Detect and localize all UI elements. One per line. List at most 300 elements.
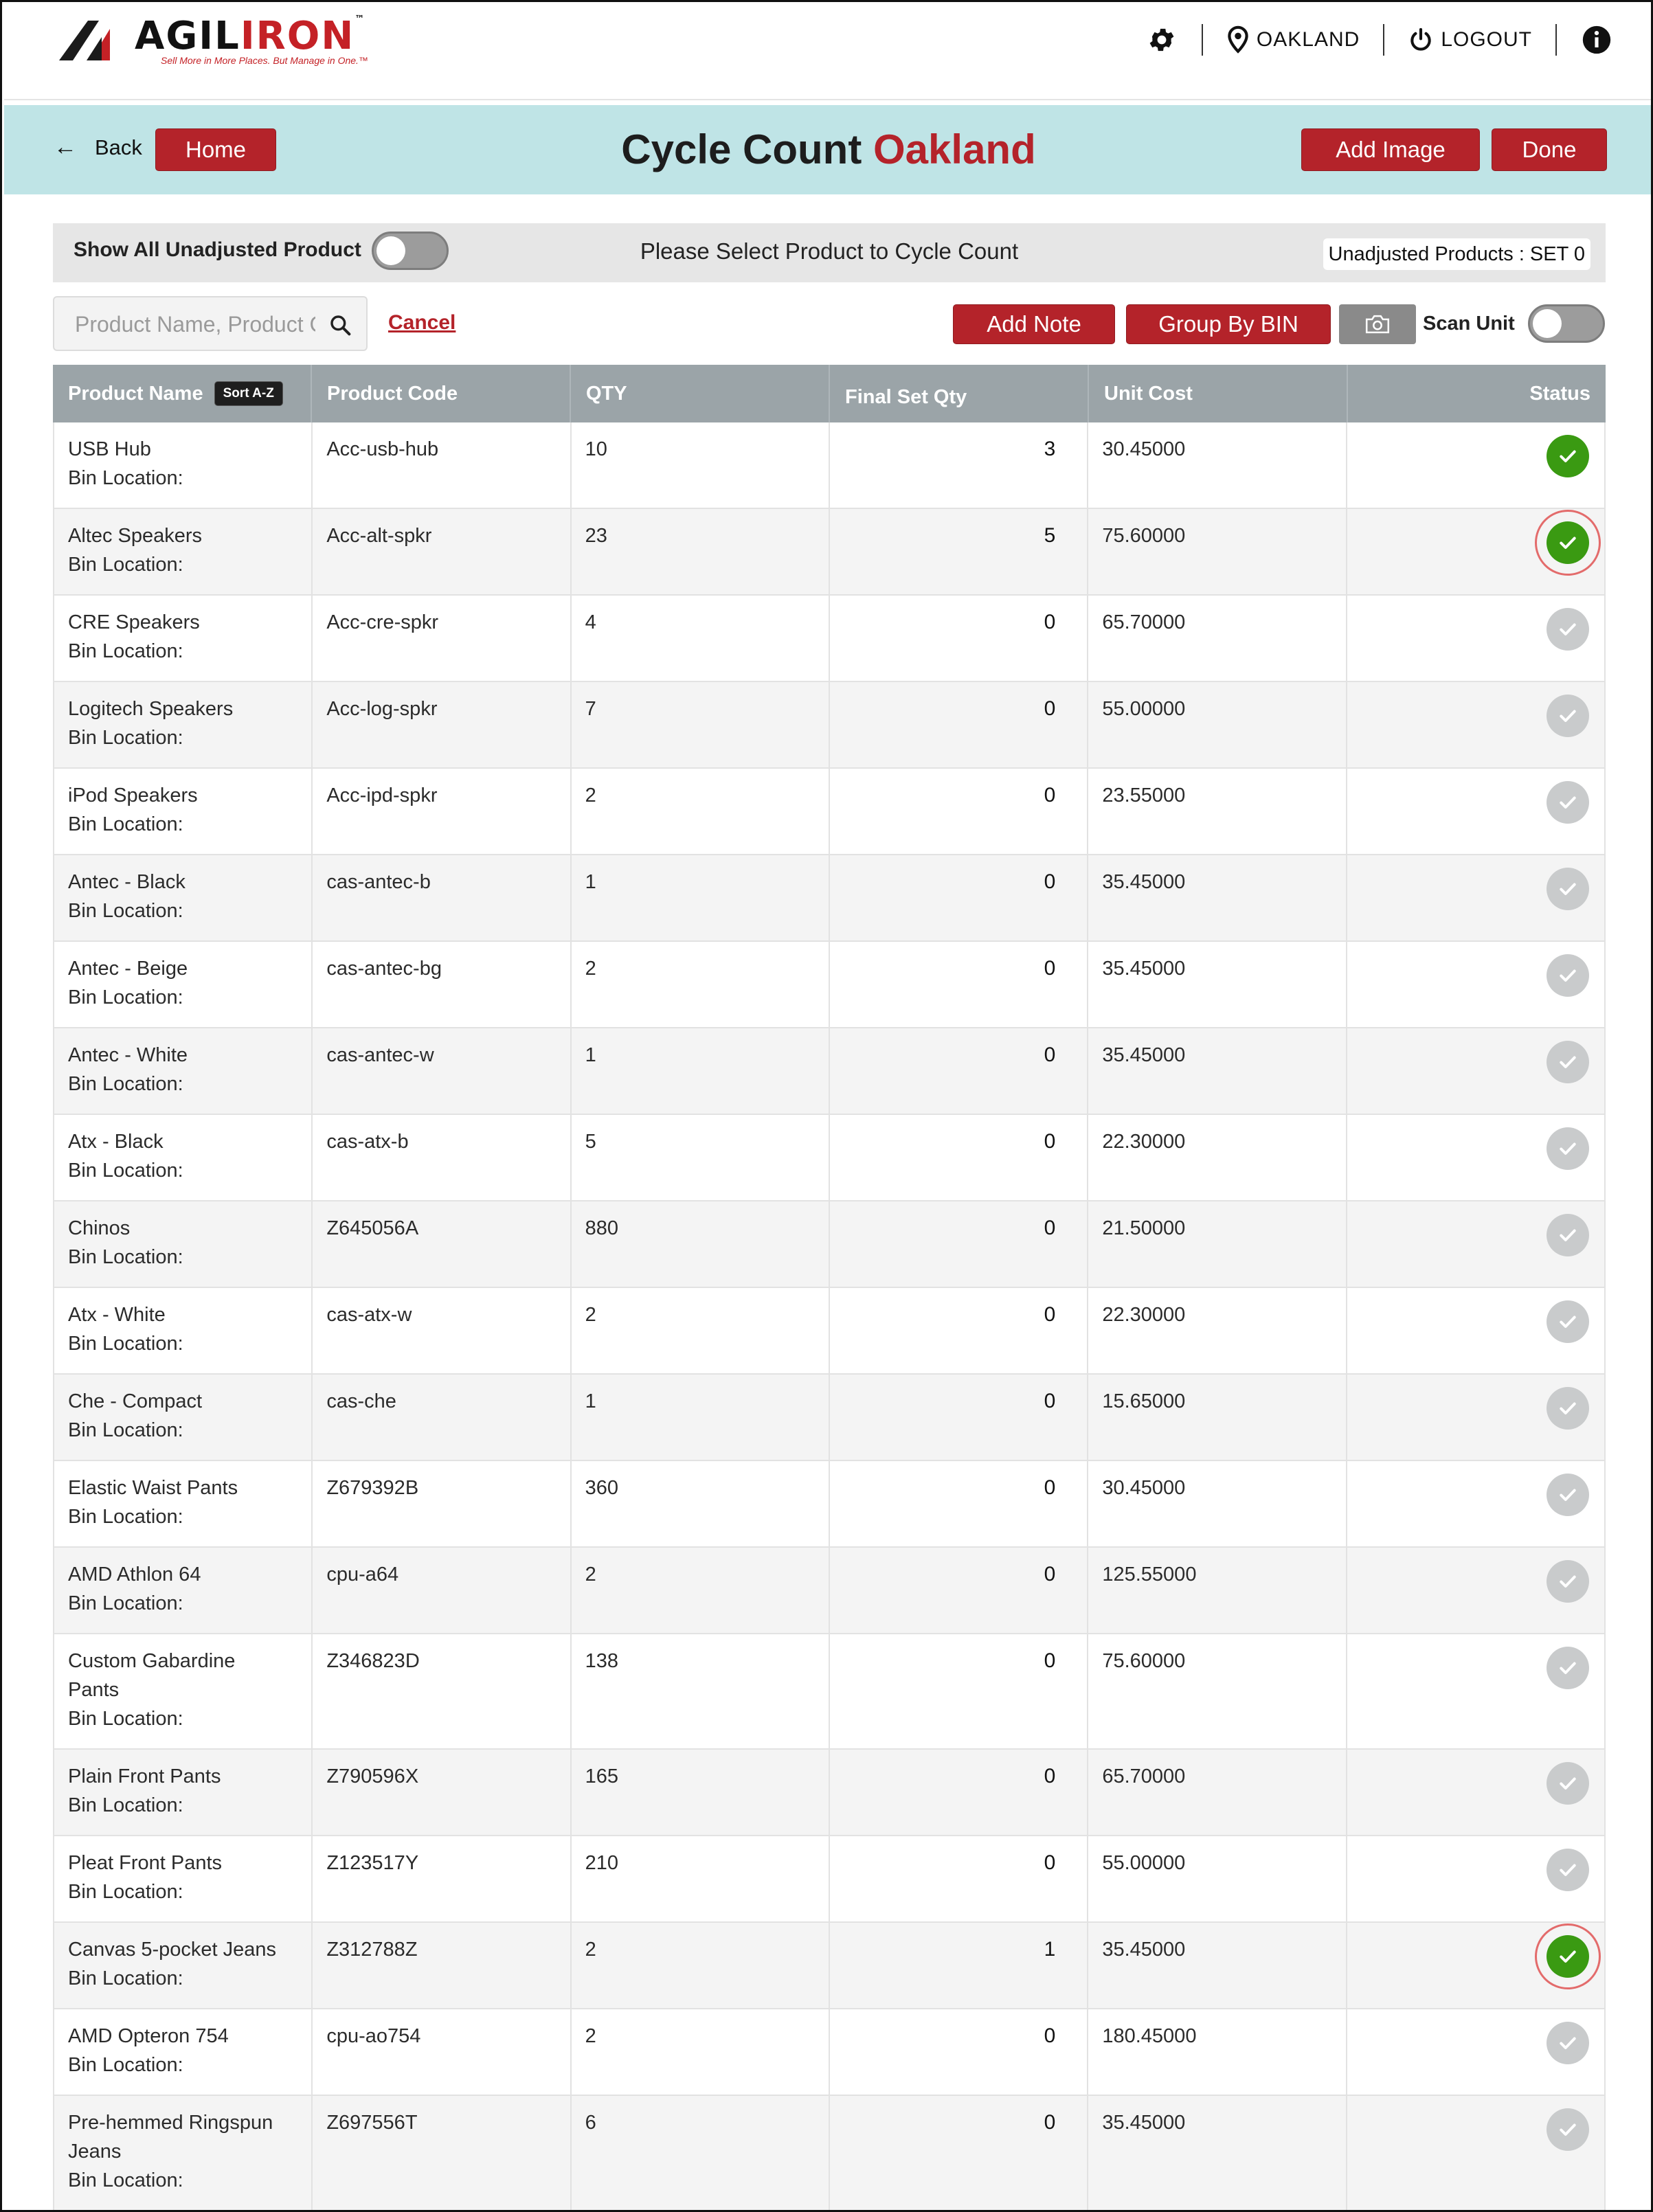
table-row[interactable] — [53, 855, 1606, 942]
unit-cost-cell — [1088, 1461, 1347, 1546]
status-cell — [1347, 1836, 1604, 1921]
final-set-qty-value[interactable]: 0 — [1044, 1476, 1056, 1499]
final-set-qty-value[interactable]: 0 — [1044, 784, 1056, 806]
unit-cost-cell — [1088, 2096, 1347, 2210]
check-icon — [1559, 1054, 1577, 1070]
qty-value: 23 — [585, 525, 607, 547]
bin-location-label: Bin Location: — [68, 900, 183, 922]
check-icon — [1559, 1228, 1577, 1243]
product-name: Pre-hemmed Ringspun Jeans — [68, 2112, 273, 2163]
qty-cell — [572, 855, 830, 940]
product-name-cell — [54, 942, 313, 1027]
final-set-qty-value[interactable]: 0 — [1044, 1563, 1056, 1585]
table-row[interactable] — [53, 422, 1606, 509]
bin-location-label: Bin Location: — [68, 554, 183, 576]
product-code-cell — [313, 596, 571, 681]
product-code-cell — [313, 1375, 571, 1460]
product-code: Acc-cre-spkr — [326, 611, 439, 633]
product-code: cpu-ao754 — [326, 2025, 421, 2047]
status-check-button[interactable] — [1547, 521, 1589, 564]
qty-value: 360 — [585, 1477, 619, 1499]
table-row[interactable] — [53, 1028, 1606, 1115]
select-product-prompt: Please Select Product to Cycle Count — [640, 238, 1019, 264]
table-row[interactable] — [53, 1461, 1606, 1548]
qty-cell — [572, 509, 830, 594]
final-set-qty-cell — [830, 1836, 1088, 1921]
status-check-button[interactable] — [1547, 1560, 1589, 1603]
camera-button[interactable] — [1339, 304, 1416, 344]
column-header-product-name — [53, 365, 312, 422]
product-name: Atx - Black — [68, 1131, 164, 1153]
unit-cost-value: 35.45000 — [1102, 1044, 1186, 1066]
logo-tm: ™ — [355, 14, 366, 25]
check-icon — [1559, 535, 1577, 550]
qty-cell — [572, 1548, 830, 1633]
product-code-cell — [313, 769, 571, 854]
unit-cost-value: 21.50000 — [1102, 1217, 1186, 1239]
product-name-cell — [54, 682, 313, 767]
product-name: AMD Athlon 64 — [68, 1564, 201, 1585]
unit-cost-cell — [1088, 596, 1347, 681]
product-name: Antec - Beige — [68, 958, 188, 980]
sort-a-z-button[interactable]: Sort A-Z — [214, 381, 283, 406]
unit-cost-value: 30.45000 — [1102, 1477, 1186, 1499]
product-name: Antec - Black — [68, 871, 185, 893]
bin-location-label: Bin Location: — [68, 1333, 183, 1355]
check-icon — [1559, 968, 1577, 983]
final-set-qty-value[interactable]: 5 — [1044, 524, 1056, 547]
final-set-qty-cell — [830, 855, 1088, 940]
product-name-cell — [54, 1115, 313, 1200]
unit-cost-value: 55.00000 — [1102, 1852, 1186, 1874]
table-header — [53, 365, 1606, 422]
final-set-qty-cell — [830, 509, 1088, 594]
table-row[interactable] — [53, 682, 1606, 769]
cycle-count-table — [53, 365, 1606, 2211]
product-name: CRE Speakers — [68, 611, 200, 633]
product-name-cell — [54, 1201, 313, 1287]
status-check-button[interactable] — [1547, 1041, 1589, 1083]
product-name-cell — [54, 1634, 313, 1748]
product-code: cpu-a64 — [326, 1564, 399, 1585]
table-row[interactable] — [53, 1201, 1606, 1288]
product-code: Z697556T — [326, 2112, 418, 2134]
check-icon — [1559, 1401, 1577, 1416]
status-check-button[interactable] — [1547, 1214, 1589, 1256]
table-row[interactable] — [53, 509, 1606, 596]
final-set-qty-value[interactable]: 0 — [1044, 611, 1056, 633]
product-code-cell — [313, 2009, 571, 2095]
qty-cell — [572, 1375, 830, 1460]
product-name: Chinos — [68, 1217, 131, 1239]
product-code: Z790596X — [326, 1765, 419, 1787]
status-check-button[interactable] — [1547, 1647, 1589, 1689]
qty-cell — [572, 2009, 830, 2095]
bin-location-label: Bin Location: — [68, 1506, 183, 1528]
product-code-cell — [313, 682, 571, 767]
table-row[interactable] — [53, 1375, 1606, 1461]
table-row[interactable] — [53, 1548, 1606, 1634]
column-header-final-set-qty: Final Set Qty — [830, 365, 1089, 422]
status-check-button[interactable] — [1547, 1474, 1589, 1516]
check-icon — [1559, 795, 1577, 810]
product-code-cell — [313, 1461, 571, 1546]
arrow-left-icon: ← — [54, 134, 77, 160]
table-row[interactable] — [53, 2009, 1606, 2096]
status-check-button[interactable] — [1547, 1762, 1589, 1805]
status-cell — [1347, 1375, 1604, 1460]
location-selector[interactable] — [1226, 25, 1360, 54]
final-set-qty-cell — [830, 1750, 1088, 1835]
qty-cell — [572, 1836, 830, 1921]
final-set-qty-value[interactable]: 0 — [1044, 957, 1056, 980]
qty-value: 2 — [585, 2025, 596, 2047]
unit-cost-cell — [1088, 1028, 1347, 1114]
final-set-qty-cell — [830, 1028, 1088, 1114]
back-label: Back — [95, 135, 142, 159]
status-cell — [1347, 1115, 1604, 1200]
unit-cost-cell — [1088, 1201, 1347, 1287]
product-code: Z123517Y — [326, 1852, 419, 1874]
table-row[interactable] — [53, 2096, 1606, 2211]
check-icon — [1559, 622, 1577, 637]
search-input[interactable] — [75, 310, 315, 339]
product-code-cell — [313, 1115, 571, 1200]
qty-value: 7 — [585, 698, 596, 720]
qty-value: 2 — [585, 785, 596, 806]
final-set-qty-cell — [830, 682, 1088, 767]
product-name-cell — [54, 855, 313, 940]
status-check-button[interactable] — [1547, 1300, 1589, 1343]
final-set-qty-cell — [830, 2009, 1088, 2095]
qty-value: 880 — [585, 1217, 619, 1239]
final-set-qty-value[interactable]: 0 — [1044, 1217, 1056, 1239]
bin-location-label: Bin Location: — [68, 1160, 183, 1182]
logo-mark-icon — [59, 19, 128, 62]
final-set-qty-value[interactable]: 0 — [1044, 1390, 1056, 1412]
logout-button[interactable] — [1408, 26, 1532, 54]
check-icon — [1559, 1314, 1577, 1329]
check-icon — [1559, 1862, 1577, 1877]
status-check-button[interactable] — [1547, 781, 1589, 824]
unit-cost-cell — [1088, 942, 1347, 1027]
product-name: Canvas 5-pocket Jeans — [68, 1939, 277, 1961]
final-set-qty-cell — [830, 2096, 1088, 2210]
column-header-product-code: Product Code — [312, 365, 571, 422]
bin-location-label: Bin Location: — [68, 1246, 183, 1268]
qty-cell — [572, 769, 830, 854]
agiliron-logo[interactable] — [59, 14, 382, 66]
bin-location-label: Bin Location: — [68, 986, 183, 1008]
status-check-button[interactable] — [1547, 868, 1589, 910]
bin-location-label: Bin Location: — [68, 1419, 183, 1441]
table-row[interactable] — [53, 1115, 1606, 1201]
product-code: Acc-usb-hub — [326, 438, 439, 460]
status-cell — [1347, 2009, 1604, 2095]
status-check-button[interactable] — [1547, 1935, 1589, 1978]
product-name-cell — [54, 1375, 313, 1460]
check-icon — [1559, 1574, 1577, 1589]
final-set-qty-value[interactable]: 3 — [1044, 438, 1056, 460]
unit-cost-cell — [1088, 1288, 1347, 1373]
final-set-qty-value[interactable]: 0 — [1044, 1303, 1056, 1326]
add-note-button[interactable]: Add Note — [953, 304, 1115, 344]
unadjusted-products-count: Unadjusted Products : SET 0 — [1323, 238, 1590, 270]
product-code-cell — [313, 1634, 571, 1748]
final-set-qty-value[interactable]: 0 — [1044, 1130, 1056, 1153]
top-bar — [4, 4, 1653, 100]
check-icon — [1559, 2035, 1577, 2051]
product-name-cell — [54, 2009, 313, 2095]
check-icon — [1559, 708, 1577, 723]
final-set-qty-cell — [830, 1115, 1088, 1200]
bin-location-label: Bin Location: — [68, 1794, 183, 1816]
bin-location-label: Bin Location: — [68, 1881, 183, 1903]
status-check-button[interactable] — [1547, 435, 1589, 477]
product-name: AMD Opteron 754 — [68, 2025, 229, 2047]
table-row[interactable] — [53, 1923, 1606, 2009]
table-row[interactable] — [53, 1634, 1606, 1750]
product-code: Z312788Z — [326, 1939, 418, 1961]
final-set-qty-cell — [830, 1923, 1088, 2008]
search-icon[interactable] — [329, 314, 351, 336]
final-set-qty-value[interactable]: 0 — [1044, 1649, 1056, 1672]
status-check-button[interactable] — [1547, 1849, 1589, 1891]
table-row[interactable] — [53, 1288, 1606, 1375]
status-cell — [1347, 769, 1604, 854]
unit-cost-cell — [1088, 682, 1347, 767]
qty-value: 2 — [585, 958, 596, 980]
final-set-qty-value[interactable]: 1 — [1044, 1938, 1056, 1961]
status-cell — [1347, 596, 1604, 681]
cancel-link[interactable]: Cancel — [388, 311, 456, 334]
product-code-cell — [313, 1028, 571, 1114]
check-icon — [1559, 1949, 1577, 1964]
product-code: cas-atx-w — [326, 1304, 412, 1326]
unit-cost-value: 30.45000 — [1102, 438, 1186, 460]
add-image-button[interactable]: Add Image — [1301, 128, 1480, 171]
status-cell — [1347, 2096, 1604, 2210]
check-icon — [1559, 1776, 1577, 1791]
product-code: cas-antec-b — [326, 871, 431, 893]
home-button[interactable]: Home — [155, 128, 276, 171]
product-name-cell — [54, 596, 313, 681]
product-code: Acc-alt-spkr — [326, 525, 432, 547]
check-icon — [1559, 1141, 1577, 1156]
qty-cell — [572, 422, 830, 508]
product-name-cell — [54, 509, 313, 594]
status-cell — [1347, 509, 1604, 594]
product-name-cell — [54, 1750, 313, 1835]
bin-location-label: Bin Location: — [68, 1592, 183, 1614]
bin-location-label: Bin Location: — [68, 2169, 183, 2191]
toggle-knob — [1533, 309, 1562, 338]
check-icon — [1559, 1487, 1577, 1502]
product-name-cell — [54, 1461, 313, 1546]
search-box — [53, 296, 368, 351]
unit-cost-value: 75.60000 — [1102, 1650, 1186, 1672]
unit-cost-value: 125.55000 — [1102, 1564, 1197, 1585]
product-code-cell — [313, 509, 571, 594]
location-pin-icon — [1226, 25, 1250, 54]
filter-bar — [53, 223, 1606, 282]
unit-cost-value: 65.70000 — [1102, 611, 1186, 633]
unit-cost-value: 22.30000 — [1102, 1304, 1186, 1326]
unit-cost-cell — [1088, 1750, 1347, 1835]
product-name: iPod Speakers — [68, 785, 198, 806]
status-check-button[interactable] — [1547, 2108, 1589, 2151]
unit-cost-value: 65.70000 — [1102, 1765, 1186, 1787]
product-code: cas-che — [326, 1390, 396, 1412]
product-code-cell — [313, 855, 571, 940]
product-name: Logitech Speakers — [68, 698, 234, 720]
status-cell — [1347, 1634, 1604, 1748]
unit-cost-cell — [1088, 769, 1347, 854]
logo-word-part1: AGIL — [135, 14, 240, 58]
qty-cell — [572, 1923, 830, 2008]
product-code: Z645056A — [326, 1217, 419, 1239]
table-body — [53, 422, 1606, 2211]
qty-value: 1 — [585, 871, 596, 893]
logo-word-part2: IRON — [240, 14, 355, 58]
product-name-cell — [54, 2096, 313, 2210]
status-check-button[interactable] — [1547, 1127, 1589, 1170]
product-code-cell — [313, 1201, 571, 1287]
qty-cell — [572, 2096, 830, 2210]
product-name: Plain Front Pants — [68, 1765, 221, 1787]
final-set-qty-value[interactable]: 0 — [1044, 2111, 1056, 2134]
product-code: Acc-ipd-spkr — [326, 785, 438, 806]
scan-unit-toggle[interactable] — [1528, 304, 1605, 343]
check-icon — [1559, 449, 1577, 464]
final-set-qty-cell — [830, 422, 1088, 508]
final-set-qty-value[interactable]: 0 — [1044, 2024, 1056, 2047]
unit-cost-value: 75.60000 — [1102, 525, 1186, 547]
unit-cost-cell — [1088, 1634, 1347, 1748]
product-name-cell — [54, 769, 313, 854]
unit-cost-value: 15.65000 — [1102, 1390, 1186, 1412]
product-code: Z679392B — [326, 1477, 419, 1499]
logo-wordmark — [135, 14, 366, 58]
unit-cost-value: 35.45000 — [1102, 1939, 1186, 1961]
product-code: Acc-log-spkr — [326, 698, 438, 720]
product-code: Z346823D — [326, 1650, 420, 1672]
qty-value: 1 — [585, 1044, 596, 1066]
table-row[interactable] — [53, 942, 1606, 1028]
qty-value: 4 — [585, 611, 596, 633]
qty-value: 6 — [585, 2112, 596, 2134]
status-check-button[interactable] — [1547, 695, 1589, 737]
product-name: Altec Speakers — [68, 525, 203, 547]
gear-icon[interactable] — [1145, 23, 1178, 56]
status-check-button[interactable] — [1547, 1387, 1589, 1430]
product-code: cas-antec-w — [326, 1044, 434, 1066]
camera-icon — [1364, 314, 1391, 335]
product-code: cas-antec-bg — [326, 958, 442, 980]
qty-cell — [572, 1288, 830, 1373]
product-name: Atx - White — [68, 1304, 166, 1326]
product-name-cell — [54, 1836, 313, 1921]
final-set-qty-cell — [830, 1548, 1088, 1633]
final-set-qty-value[interactable]: 0 — [1044, 1765, 1056, 1787]
status-cell — [1347, 422, 1604, 508]
qty-value: 210 — [585, 1852, 619, 1874]
qty-cell — [572, 942, 830, 1027]
product-name: USB Hub — [68, 438, 151, 460]
unit-cost-cell — [1088, 855, 1347, 940]
final-set-qty-cell — [830, 1461, 1088, 1546]
qty-value: 2 — [585, 1564, 596, 1585]
final-set-qty-value[interactable]: 0 — [1044, 1851, 1056, 1874]
status-cell — [1347, 682, 1604, 767]
status-check-button[interactable] — [1547, 954, 1589, 997]
status-check-button[interactable] — [1547, 608, 1589, 651]
bin-location-label: Bin Location: — [68, 1967, 183, 1989]
qty-value: 138 — [585, 1650, 619, 1672]
table-row[interactable] — [53, 596, 1606, 682]
status-cell — [1347, 855, 1604, 940]
done-button[interactable]: Done — [1492, 128, 1607, 171]
logout-label: LOGOUT — [1441, 28, 1532, 51]
final-set-qty-value[interactable]: 0 — [1044, 870, 1056, 893]
table-row[interactable] — [53, 1836, 1606, 1923]
show-all-unadjusted-label: Show All Unadjusted Product — [74, 238, 361, 261]
unit-cost-cell — [1088, 1548, 1347, 1633]
bin-location-label: Bin Location: — [68, 727, 183, 749]
power-icon — [1408, 26, 1434, 54]
product-code-cell — [313, 1548, 571, 1633]
product-name: Che - Compact — [68, 1390, 203, 1412]
page-title-location: Oakland — [873, 126, 1036, 172]
final-set-qty-cell — [830, 596, 1088, 681]
product-code-cell — [313, 942, 571, 1027]
status-check-button[interactable] — [1547, 2022, 1589, 2064]
status-cell — [1347, 1548, 1604, 1633]
group-by-bin-button[interactable]: Group By BIN — [1126, 304, 1331, 344]
product-name-cell — [54, 1288, 313, 1373]
qty-value: 10 — [585, 438, 607, 460]
product-name-cell — [54, 1548, 313, 1633]
status-cell — [1347, 1461, 1604, 1546]
status-cell — [1347, 1750, 1604, 1835]
final-set-qty-value[interactable]: 0 — [1044, 1043, 1056, 1066]
status-cell — [1347, 1028, 1604, 1114]
column-header-qty: QTY — [571, 365, 830, 422]
final-set-qty-value[interactable]: 0 — [1044, 697, 1056, 720]
unit-cost-cell — [1088, 422, 1347, 508]
final-set-qty-cell — [830, 1375, 1088, 1460]
table-row[interactable] — [53, 769, 1606, 855]
qty-value: 5 — [585, 1131, 596, 1153]
unit-cost-cell — [1088, 1115, 1347, 1200]
table-row[interactable] — [53, 1750, 1606, 1836]
product-name: Antec - White — [68, 1044, 188, 1066]
product-name: Elastic Waist Pants — [68, 1477, 238, 1499]
qty-cell — [572, 1461, 830, 1546]
product-code-cell — [313, 1288, 571, 1373]
info-icon[interactable] — [1580, 23, 1613, 56]
product-code-cell — [313, 422, 571, 508]
scan-unit-label: Scan Unit — [1423, 313, 1515, 335]
unit-cost-cell — [1088, 1923, 1347, 2008]
bin-location-label: Bin Location: — [68, 1073, 183, 1095]
qty-value: 2 — [585, 1939, 596, 1961]
unit-cost-value: 180.45000 — [1102, 2025, 1197, 2047]
check-icon — [1559, 881, 1577, 896]
qty-cell — [572, 1750, 830, 1835]
qty-value: 2 — [585, 1304, 596, 1326]
qty-cell — [572, 1115, 830, 1200]
